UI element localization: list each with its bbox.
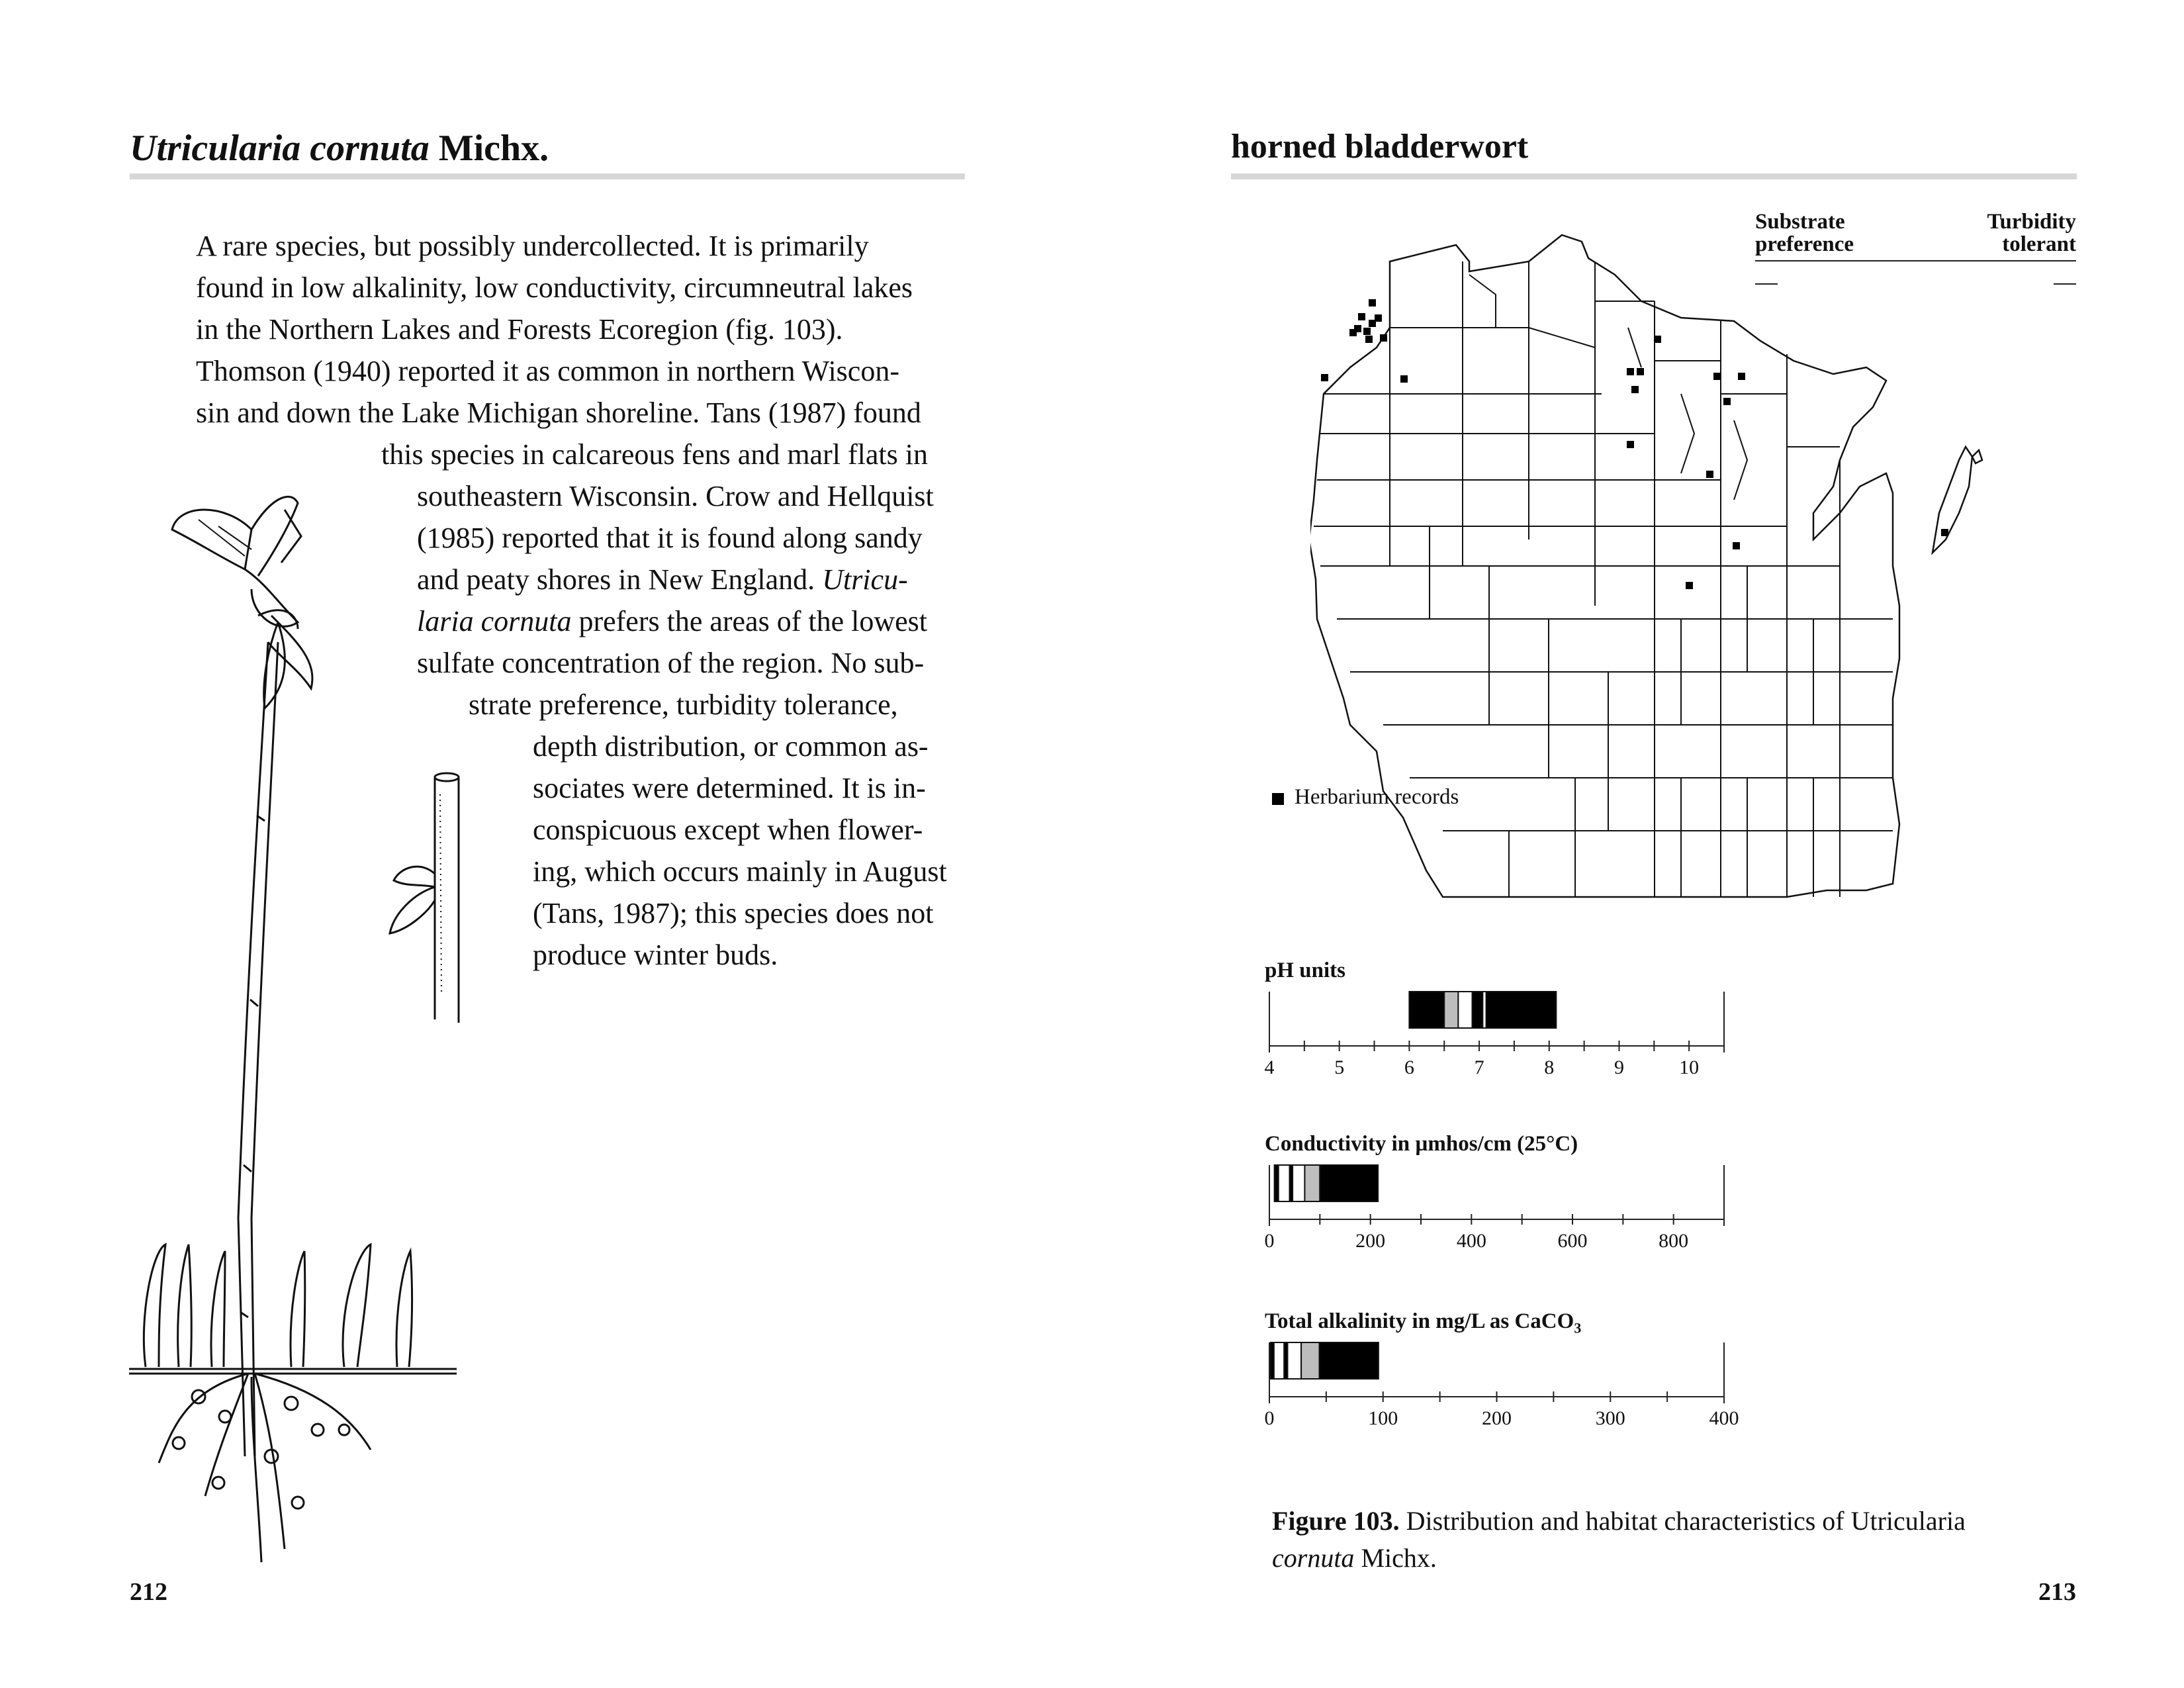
title-rule-left [130, 173, 965, 179]
text-line: (Tans, 1987); this species does not [533, 897, 934, 929]
text-line: depth distribution, or common as- [533, 730, 929, 763]
range-segment [1409, 992, 1444, 1028]
tick-label: 800 [1659, 1230, 1689, 1252]
conductivity-chart-title: Conductivity in µmhos/cm (25°C) [1265, 1132, 1578, 1156]
text-line [417, 600, 934, 642]
tick-label: 0 [1264, 1230, 1275, 1252]
ph-chart-title: pH units [1265, 959, 1345, 982]
italic-fragment: Utricu- [822, 563, 908, 596]
paragraph-indented [417, 475, 934, 684]
plant-illustration [119, 490, 490, 1575]
text-line-wrap [469, 684, 898, 726]
tick-label: 300 [1595, 1407, 1625, 1429]
caption-label: Figure 103. [1272, 1506, 1400, 1536]
herbarium-record-points [1321, 299, 1948, 589]
range-segment [1320, 1165, 1378, 1201]
tick-label: 400 [1456, 1230, 1486, 1252]
range-segment [1458, 992, 1472, 1028]
text-line: Thomson (1940) reported it as common in northern Wiscon- [196, 355, 899, 387]
text-line: found in low alkalinity, low conductivity, circumneutral lakes [196, 271, 913, 304]
range-segment [1293, 1165, 1304, 1201]
text-line: conspicuous except when flower- [533, 814, 923, 846]
page-number-right: 213 [2038, 1578, 2076, 1606]
header-line: tolerant [2002, 232, 2076, 256]
tick-label: 600 [1557, 1230, 1588, 1252]
text-line: southeastern Wisconsin. Crow and Hellquist [417, 480, 934, 512]
figure-caption [1272, 1503, 2086, 1577]
tick-label: 5 [1334, 1056, 1345, 1078]
paragraph-top [196, 225, 921, 434]
paragraph-narrow [533, 726, 947, 976]
common-name-title: horned bladderwort [1231, 128, 1529, 165]
caption-text: Michx. [1354, 1543, 1437, 1573]
text-line: sociates were determined. It is in- [533, 772, 926, 804]
text-line: (1985) reported that it is found along sandy [417, 522, 923, 554]
range-segment [1486, 992, 1557, 1028]
wisconsin-county-map [1310, 195, 2032, 930]
italic-fragment: laria cornuta [417, 605, 572, 637]
caption-text: Distribution and habitat characteristics of Utricularia [1399, 1506, 1966, 1536]
text-fragment: prefers the areas of the lowest [571, 605, 927, 637]
text-line: ing, which occurs mainly in August [533, 855, 947, 888]
tick-label: 6 [1404, 1056, 1414, 1078]
range-segment [1274, 1342, 1284, 1379]
tick-label: 400 [1709, 1407, 1739, 1429]
conductivity-range-chart [1257, 1160, 1747, 1252]
alkalinity-title-text: Total alkalinity in mg/L as CaCO [1265, 1309, 1574, 1333]
tick-label: 8 [1544, 1056, 1555, 1078]
tick-label: 200 [1482, 1407, 1512, 1429]
page-number-left: 212 [130, 1578, 167, 1606]
text-line: A rare species, but possibly undercollected. It is primarily [196, 230, 869, 262]
range-segment [1301, 1342, 1319, 1379]
alkalinity-range-chart [1257, 1337, 1747, 1430]
text-line [417, 559, 934, 600]
ph-range-chart [1257, 986, 1747, 1079]
title-rule-right [1231, 173, 2077, 179]
range-segment [1304, 1165, 1320, 1201]
text-line-wrap [381, 434, 928, 475]
legend-marker-square [1272, 793, 1284, 805]
tick-label: 9 [1614, 1056, 1624, 1078]
caption-italic: cornuta [1272, 1543, 1355, 1573]
header-line: Turbidity [1987, 210, 2076, 234]
range-segment [1279, 1165, 1290, 1201]
text-line: sulfate concentration of the region. No sub- [417, 647, 925, 679]
tick-label: 100 [1368, 1407, 1398, 1429]
text-line: produce winter buds. [533, 939, 778, 971]
alkalinity-title-subscript: 3 [1574, 1319, 1582, 1336]
tick-label: 10 [1679, 1056, 1700, 1078]
stem-detail-illustration [381, 768, 480, 1033]
species-title [130, 127, 549, 169]
tick-label: 200 [1355, 1230, 1386, 1252]
range-segment [1320, 1342, 1379, 1379]
species-name: Utricularia cornuta [130, 128, 430, 169]
range-segment [1444, 992, 1458, 1028]
text-line: in the Northern Lakes and Forests Ecoregion (fig. 103). [196, 313, 843, 346]
turbidity-value-dash [2054, 283, 2076, 285]
text-line: this species in calcareous fens and marl flats in [381, 438, 928, 471]
tick-label: 4 [1264, 1056, 1275, 1078]
header-line: preference [1755, 232, 1854, 256]
range-segment [1473, 992, 1483, 1028]
map-legend-label: Herbarium records [1295, 785, 1459, 809]
tick-label: 7 [1474, 1056, 1484, 1078]
tick-label: 0 [1264, 1407, 1275, 1429]
range-segment [1287, 1342, 1301, 1379]
text-line: strate preference, turbidity tolerance, [469, 688, 898, 721]
header-line: Substrate [1755, 210, 1845, 234]
text-fragment: and peaty shores in New England. [417, 563, 815, 596]
text-line: sin and down the Lake Michigan shoreline. Tans (1987) found [196, 397, 921, 429]
species-author: Michx. [438, 128, 549, 169]
alkalinity-chart-title [1265, 1309, 1581, 1337]
